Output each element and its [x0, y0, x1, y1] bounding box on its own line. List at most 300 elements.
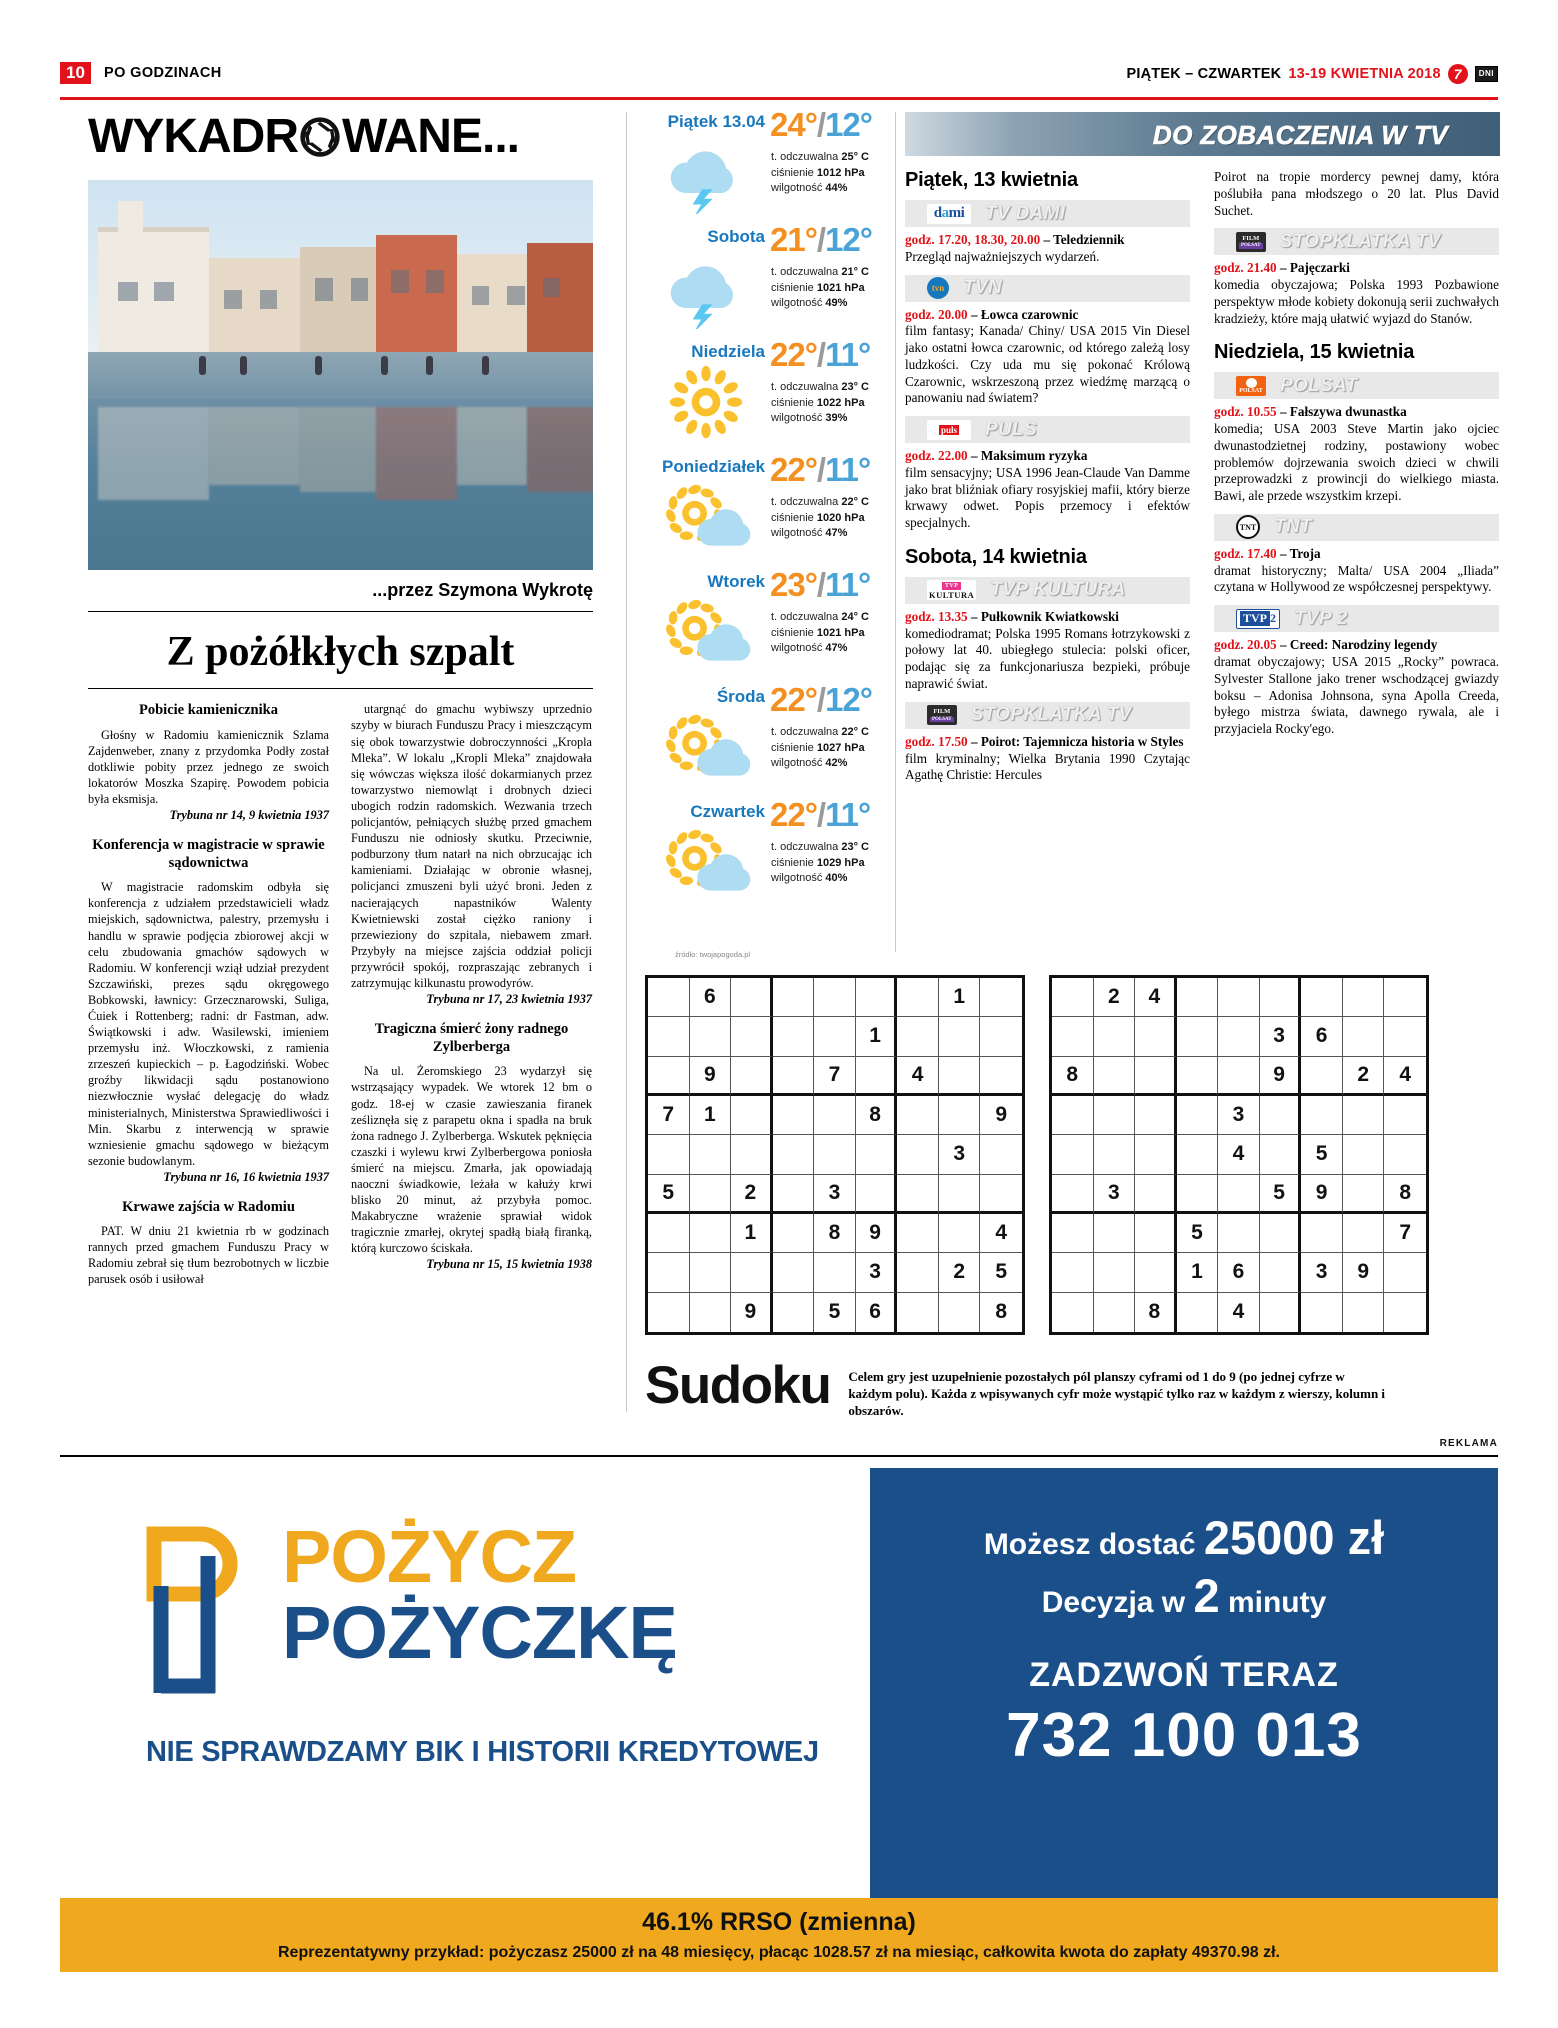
sudoku-cell[interactable] — [1052, 1253, 1094, 1292]
tv-program-title: – Creed: Narodziny legendy — [1276, 637, 1438, 653]
sudoku-cell[interactable]: 8 — [1135, 1293, 1177, 1332]
tv-channel-bar — [1214, 372, 1499, 399]
feature-title-part-b: WANE... — [341, 110, 519, 163]
weather-pressure: 1021 hPa — [816, 626, 865, 639]
sudoku-cell[interactable] — [897, 1135, 939, 1174]
tv-program-time: godz. 17.50 — [905, 733, 968, 749]
sudoku-cell[interactable]: 4 — [1384, 1057, 1426, 1096]
sudoku-grid-1[interactable] — [645, 975, 1025, 1335]
sudoku-cell[interactable] — [731, 1057, 773, 1096]
sudoku-cell[interactable] — [690, 1214, 732, 1253]
sudoku-cell[interactable] — [1177, 1135, 1219, 1174]
article-body: W magistracie radomskim odbyła się konferencja z udziałem przedstawicieli władz miejskich, sądownictwa, palestry, przemysłu i handlu w sprawie podjęcia zbiorowej akcji w celu zbudowania gmachów sądowych w Radomiu. W konferencji wziął udział prezydent Szczawiński, prezes sądu okręgowego Bobkowski, ławnicy: Grzecznarowski, Suliga, Ćuiek i Rottenberg; radni: dr Fastman, adw. Świątkowski i adw. Wasilewski, imieniem przemysłu inż. Włoczkowski, z ramienia zrzeszeń kupieckich – p. Łagodziński. Wobec groźby likwidacji sądu postanowiono niezwłocznie wysłać delegację do władz ministerialnych, Ministerstwa Sprawiedliwości i Min. Skarbu z interwencją w sprawie wzniesienie gmachu sądowego w bieżącym sezonie budowlanym. — [88, 880, 329, 1168]
sudoku-cell[interactable] — [1343, 1096, 1385, 1135]
sudoku-cell[interactable] — [773, 1293, 815, 1332]
tv-channel-name: TVN — [963, 277, 1002, 299]
sudoku-cell[interactable] — [1135, 1253, 1177, 1292]
sudoku-cell[interactable] — [1094, 1057, 1136, 1096]
sudoku-cell[interactable] — [690, 1175, 732, 1214]
tv-channel-bar — [1214, 605, 1499, 632]
tv-channel-bar — [905, 577, 1190, 604]
sudoku-cell[interactable] — [856, 1057, 898, 1096]
photo-building — [209, 258, 300, 352]
sudoku-cell[interactable]: 3 — [1301, 1253, 1343, 1292]
sudoku-cell[interactable] — [1260, 1293, 1302, 1332]
temp-separator: / — [816, 221, 826, 258]
tv-channel-name: TVP 2 — [1294, 607, 1348, 629]
sudoku-cell[interactable] — [1301, 1214, 1343, 1253]
weather-humidity: 40% — [825, 872, 848, 885]
sudoku-cell[interactable]: 3 — [1218, 1096, 1260, 1135]
sudoku-cell[interactable]: 3 — [814, 1175, 856, 1214]
tv-program-title: – Pajęczarki — [1276, 260, 1350, 276]
sudoku-cell[interactable] — [814, 1253, 856, 1292]
sudoku-cell[interactable] — [1384, 1293, 1426, 1332]
sudoku-cell[interactable] — [1218, 978, 1260, 1017]
sudoku-cell[interactable] — [1177, 1096, 1219, 1135]
tv-program-description: komedia; USA 2003 Steve Martin jako ojciec dwunastodzietnej rodziny, postawiony wobec problemów dojrzewania swoich dzieci w chwili przeprowadzki z prowincji do wielkiego miasta. Bawi, ale przede wszystkim krzepi. — [1214, 421, 1499, 504]
weather-day-name: Środa — [716, 687, 765, 706]
article-source: Trybuna nr 16, 16 kwietnia 1937 — [163, 1169, 329, 1184]
sudoku-cell[interactable] — [980, 1057, 1022, 1096]
sudoku-cell[interactable] — [690, 1135, 732, 1174]
sudoku-cell[interactable] — [814, 1096, 856, 1135]
sudoku-cell[interactable]: 7 — [814, 1057, 856, 1096]
sudoku-cell[interactable]: 1 — [690, 1096, 732, 1135]
sudoku-cell[interactable]: 5 — [1260, 1175, 1302, 1214]
sudoku-cell[interactable] — [1052, 1135, 1094, 1174]
tv-channel-bar — [905, 200, 1190, 227]
sudoku-cell[interactable] — [648, 1214, 690, 1253]
sudoku-cell[interactable] — [814, 1135, 856, 1174]
sudoku-cell[interactable] — [773, 978, 815, 1017]
weather-temperature — [770, 106, 872, 144]
tv-program-title: – Teledziennik — [1040, 232, 1125, 247]
sudoku-cell[interactable]: 4 — [1135, 978, 1177, 1017]
weather-details: t. odczuwalna 23° C ciśnienie 1029 hPa wilgotność 40% — [771, 841, 869, 885]
sudoku-cell[interactable] — [1177, 978, 1219, 1017]
weather-pressure: 1021 hPa — [816, 281, 865, 294]
sudoku-cell[interactable] — [1094, 1135, 1136, 1174]
sudoku-cell[interactable] — [856, 1175, 898, 1214]
weather-day-4 — [640, 451, 895, 572]
sudoku-cell[interactable] — [1218, 1214, 1260, 1253]
sudoku-cell[interactable] — [1260, 1096, 1302, 1135]
temp-separator: / — [816, 566, 826, 603]
weather-temperature — [770, 566, 870, 604]
aperture-icon — [299, 116, 341, 158]
sudoku-cell[interactable] — [1301, 1096, 1343, 1135]
photo-window — [543, 278, 561, 298]
article-source: Trybuna nr 15, 15 kwietnia 1938 — [426, 1257, 592, 1272]
sudoku-cell[interactable] — [773, 1017, 815, 1056]
sudoku-cell[interactable] — [897, 1175, 939, 1214]
sudoku-cell[interactable]: 3 — [856, 1253, 898, 1292]
temp-high: 22° — [770, 796, 817, 833]
weather-temperature — [770, 796, 870, 834]
sudoku-cell[interactable]: 5 — [648, 1175, 690, 1214]
temp-high: 22° — [770, 451, 817, 488]
weather-day-1 — [640, 106, 895, 227]
sudoku-cell[interactable]: 7 — [1384, 1214, 1426, 1253]
sudoku-cell[interactable]: 2 — [1094, 978, 1136, 1017]
sudoku-cell[interactable] — [1052, 1293, 1094, 1332]
sudoku-cell[interactable]: 9 — [856, 1214, 898, 1253]
sudoku-cell[interactable] — [1177, 1057, 1219, 1096]
tv-program — [1214, 637, 1499, 738]
photo-person — [240, 356, 247, 375]
sudoku-cell[interactable]: 1 — [731, 1214, 773, 1253]
sudoku-cell[interactable] — [1260, 978, 1302, 1017]
sudoku-cell[interactable] — [939, 1175, 981, 1214]
sudoku-cell[interactable] — [980, 1017, 1022, 1056]
sudoku-cell[interactable] — [1343, 978, 1385, 1017]
stopklatka-logo-icon: FILM POLSAT — [927, 705, 957, 725]
sudoku-cell[interactable] — [1094, 1017, 1136, 1056]
weather-pressure: 1029 hPa — [816, 856, 865, 869]
tv-banner — [905, 112, 1500, 156]
sudoku-cell[interactable] — [897, 1214, 939, 1253]
sudoku-cell[interactable] — [1052, 1175, 1094, 1214]
temp-low: 11° — [825, 336, 871, 373]
sudoku-cell[interactable]: 6 — [1301, 1017, 1343, 1056]
sudoku-cell[interactable] — [1260, 1253, 1302, 1292]
article-body: utargnąć do gmachu wybiwszy uprzednio szyby w biurach Funduszu Pracy i mieszczącym się obok towarzystwie dobroczynności „Kropla Mleka”. W lokalu „Kropli Mleka” znajdowała się wówczas większa ilość dokarmianych przez towarzystwo niemowląt i drobnych dzieci ubogich rodzin radomskich. Wezwania trzech policjantów, pełniących służbę przed gmachem Funduszu nie odniosły skutku. Przeciwnie, podburzony tłum natarł na nich obrzucając ich kamieniami. Działając w obronie własnej, policjanci zmuszeni byli użyć broni. Jeden z nacierających napastników Walenty Kwietniewski został ciężko raniony i przewieziony do szpitala, niebawem zmarł. Przybyły na miejsce zajścia oddział policji przywrócił spokój, rozpraszając zebranych i zatrzymując kilkunastu prowodyrów. — [351, 702, 592, 990]
photo-window — [472, 286, 490, 306]
temp-low: 12° — [825, 221, 872, 258]
weather-pressure: 1027 hPa — [816, 741, 865, 754]
weather-pressure: 1022 hPa — [816, 396, 865, 409]
sudoku-cell[interactable] — [897, 1293, 939, 1332]
tv-channel-name: PULS — [985, 418, 1037, 440]
ad-offer-amount: 25000 zł — [1203, 1511, 1385, 1564]
weather-humidity: 47% — [825, 527, 848, 540]
ad-phone-number[interactable]: 732 100 013 — [1006, 1701, 1362, 1770]
tv-program — [1214, 404, 1499, 505]
sudoku-grid-2[interactable] — [1049, 975, 1429, 1335]
storm-cloud-icon — [658, 249, 754, 329]
sudoku-cell[interactable] — [690, 1017, 732, 1056]
sudoku-cell[interactable] — [731, 1017, 773, 1056]
sudoku-cell[interactable]: 1 — [939, 978, 981, 1017]
sudoku-cell[interactable]: 9 — [980, 1096, 1022, 1135]
sudoku-cell[interactable]: 6 — [856, 1293, 898, 1332]
sudoku-cell[interactable] — [648, 1057, 690, 1096]
sudoku-cell[interactable] — [939, 1214, 981, 1253]
tv-program-time: godz. 20.00 — [905, 306, 968, 322]
sudoku-cell[interactable]: 3 — [939, 1135, 981, 1174]
sudoku-cell[interactable] — [1384, 1253, 1426, 1292]
sudoku-cell[interactable]: 8 — [1052, 1057, 1094, 1096]
sudoku-cell[interactable] — [731, 1096, 773, 1135]
sudoku-cell[interactable] — [1177, 1017, 1219, 1056]
photo-window — [154, 282, 174, 302]
weather-feels: 23° C — [841, 381, 869, 393]
sudoku-cell[interactable] — [980, 978, 1022, 1017]
sudoku-cell[interactable]: 9 — [1260, 1057, 1302, 1096]
article-body: PAT. W dniu 21 kwietnia rb w godzinach rannych przed gmachem Funduszu Pracy w Radomiu zebrał się tłum bezrobotnych w liczbie parusek osób i usiłował — [88, 1224, 329, 1287]
tv-program — [905, 307, 1190, 408]
sudoku-cell[interactable] — [1052, 1096, 1094, 1135]
weather-day-name: Sobota — [707, 227, 765, 246]
sudoku-cell[interactable] — [648, 1135, 690, 1174]
weather-details: t. odczuwalna 22° C ciśnienie 1027 hPa wilgotność 42% — [771, 726, 869, 770]
sudoku-cell[interactable]: 9 — [1301, 1175, 1343, 1214]
storm-cloud-icon — [658, 134, 754, 214]
sudoku-cell[interactable] — [1135, 1057, 1177, 1096]
sudoku-cell[interactable] — [648, 1017, 690, 1056]
header-date-range: 13-19 KWIETNIA 2018 — [1288, 66, 1441, 82]
sudoku-cell[interactable]: 2 — [731, 1175, 773, 1214]
sudoku-cell[interactable] — [1384, 978, 1426, 1017]
advertisement[interactable] — [60, 1468, 1498, 1898]
sudoku-cell[interactable]: 8 — [814, 1214, 856, 1253]
divider — [88, 688, 593, 689]
sudoku-cell[interactable] — [1343, 1017, 1385, 1056]
photo-reflection — [300, 407, 376, 493]
sudoku-cell[interactable] — [980, 1135, 1022, 1174]
weather-day-7 — [640, 796, 895, 917]
ad-cta-text: ZADZWOŃ TERAZ — [1029, 1656, 1339, 1694]
szpalt-columns — [88, 701, 593, 1287]
tv-banner-title: DO ZOBACZENIA W TV — [1152, 120, 1448, 150]
tv-program-title: – Pułkownik Kwiatkowski — [967, 608, 1119, 624]
photo-reflection — [209, 407, 300, 485]
sudoku-cell[interactable] — [897, 1017, 939, 1056]
tv-program — [1214, 546, 1499, 596]
sudoku-cell[interactable] — [897, 978, 939, 1017]
sudoku-cell[interactable] — [773, 1214, 815, 1253]
sudoku-cell[interactable] — [1301, 1293, 1343, 1332]
sun-cloud-icon — [658, 479, 754, 559]
sudoku-cell[interactable] — [1384, 1135, 1426, 1174]
temp-high: 22° — [770, 681, 817, 718]
weather-source: źródło: twojapogoda.pl — [675, 950, 751, 959]
sudoku-cell[interactable] — [773, 1253, 815, 1292]
sudoku-cell[interactable]: 5 — [980, 1253, 1022, 1292]
tv-program-time: godz. 13.35 — [905, 608, 968, 624]
sudoku-cell[interactable] — [1343, 1135, 1385, 1174]
weather-day-name: Wtorek — [707, 572, 765, 591]
sudoku-cell[interactable] — [1343, 1175, 1385, 1214]
sudoku-cell[interactable] — [1343, 1214, 1385, 1253]
weather-feels: 25° C — [841, 151, 869, 163]
photo-window — [315, 278, 333, 301]
sudoku-cell[interactable] — [939, 1057, 981, 1096]
tv-column-right — [1214, 169, 1499, 793]
sudoku-cell[interactable]: 1 — [856, 1017, 898, 1056]
photo-person — [426, 356, 433, 375]
sudoku-cell[interactable] — [648, 1253, 690, 1292]
sudoku-cell[interactable] — [814, 978, 856, 1017]
tv-day-heading: Piątek, 13 kwietnia — [905, 169, 1078, 191]
sudoku-cell[interactable]: 9 — [1343, 1253, 1385, 1292]
header-date-prefix: PIĄTEK – CZWARTEK — [1126, 66, 1282, 82]
sudoku-cell[interactable] — [773, 1135, 815, 1174]
tv-column-left — [905, 169, 1190, 793]
tvn-logo-icon: tvn — [927, 277, 949, 299]
tv-program-time: godz. 20.05 — [1214, 637, 1277, 653]
sudoku-cell[interactable] — [773, 1175, 815, 1214]
sudoku-cell[interactable] — [1135, 1096, 1177, 1135]
sudoku-cell[interactable] — [814, 1017, 856, 1056]
column-divider — [895, 112, 896, 952]
tv-channel-bar — [1214, 514, 1499, 541]
reklama-label: REKLAMA — [1439, 1438, 1498, 1449]
sudoku-cell[interactable] — [1135, 1175, 1177, 1214]
sudoku-cell[interactable] — [1260, 1214, 1302, 1253]
tv-program-time: godz. 22.00 — [905, 448, 968, 464]
photo-reflection — [457, 407, 528, 485]
sudoku-cell[interactable]: 8 — [995, 1300, 1008, 1324]
sudoku-cell[interactable] — [939, 1096, 981, 1135]
sudoku-cell[interactable] — [1094, 1253, 1136, 1292]
weather-feels: 22° C — [841, 726, 869, 738]
sudoku-cell[interactable]: 7 — [648, 1096, 690, 1135]
tv-channel-name: TNT — [1274, 516, 1312, 538]
sun-cloud-icon — [658, 709, 754, 789]
sudoku-cell[interactable] — [690, 1293, 732, 1332]
ad-rrso: 46.1% RRSO (zmienna) — [642, 1908, 916, 1936]
sudoku-cell[interactable]: 9 — [731, 1293, 773, 1332]
sudoku-cell[interactable] — [939, 1293, 981, 1332]
sudoku-cell[interactable]: 3 — [1260, 1017, 1302, 1056]
sudoku-cell[interactable] — [1218, 1057, 1260, 1096]
sudoku-cell[interactable] — [1384, 1096, 1426, 1135]
sudoku-cell[interactable] — [1260, 1135, 1302, 1174]
sudoku-cell[interactable] — [1218, 1175, 1260, 1214]
sudoku-cell[interactable] — [648, 978, 690, 1017]
sudoku-cell[interactable]: 4 — [897, 1057, 939, 1096]
sudoku-cell[interactable]: 4 — [1218, 1135, 1260, 1174]
temp-low: 11° — [825, 796, 871, 833]
sudoku-cell[interactable]: 8 — [1384, 1175, 1426, 1214]
sudoku-cell[interactable] — [1135, 1214, 1177, 1253]
weather-day-3 — [640, 336, 895, 457]
sudoku-cell[interactable] — [856, 1135, 898, 1174]
tv-program-title: – Fałszywa dwunastka — [1276, 404, 1407, 420]
temp-low: 12° — [825, 681, 872, 718]
weather-day-6 — [640, 681, 895, 802]
article-source: Trybuna nr 17, 23 kwietnia 1937 — [426, 992, 592, 1007]
tv-program-description: Przegląd najważniejszych wydarzeń. — [905, 248, 1100, 264]
szpalt-column-right — [351, 701, 592, 1287]
sudoku-cell[interactable] — [1177, 1175, 1219, 1214]
photo-window — [260, 290, 278, 310]
sudoku-cell[interactable] — [1343, 1293, 1385, 1332]
tv-program-time: godz. 17.20, 18.30, 20.00 — [905, 232, 1041, 247]
sudoku-cell[interactable]: 5 — [1177, 1214, 1219, 1253]
ad-footer — [60, 1898, 1498, 1972]
sudoku-cell[interactable] — [731, 978, 773, 1017]
sudoku-cell[interactable]: 1 — [1177, 1253, 1219, 1292]
reklama-rule — [60, 1455, 1498, 1457]
tv-program-description: dramat obyczajowy; USA 2015 „Rocky” powraca. Sylvester Stallone jako trener wschodzącej gwiazdy boksu – Adonisa Johnsona, syna Apolla Creeda, byłego mistrza świata, dawnego rywala, ale i przyjaciela Rocky'ego. — [1214, 654, 1499, 737]
sudoku-cell[interactable] — [980, 1175, 1022, 1214]
tv-program-title: – Maksimum ryzyka — [967, 448, 1088, 464]
weather-humidity: 47% — [825, 642, 848, 655]
sudoku-cell[interactable] — [1052, 1017, 1094, 1056]
sudoku-cell[interactable] — [690, 1253, 732, 1292]
weather-panel — [640, 106, 895, 917]
sudoku-cell[interactable] — [1135, 1017, 1177, 1056]
dni-logo-icon: DNI — [1475, 66, 1498, 82]
tv-channel-bar — [905, 275, 1190, 302]
tv-channel-bar — [1214, 228, 1499, 255]
sudoku-cell[interactable] — [1301, 1057, 1343, 1096]
sudoku-cell[interactable] — [939, 1017, 981, 1056]
tv-day-heading: Sobota, 14 kwietnia — [905, 545, 1087, 568]
tv-program-description: komedia obyczajowa; Polska 1993 Pozbawione perspektyw młode kobiety dokonują serii zuchwałych kradzieży, które mają ułatwić wyjazd do Stanów. — [1214, 277, 1499, 326]
sudoku-cell[interactable] — [1177, 1293, 1219, 1332]
sudoku-cell[interactable]: 5 — [814, 1293, 856, 1332]
tv-channel-bar — [905, 702, 1190, 729]
sudoku-cell[interactable]: 2 — [939, 1253, 981, 1292]
tv-program-time: godz. 17.40 — [1214, 545, 1277, 561]
sudoku-cell[interactable]: 6 — [690, 978, 732, 1017]
sudoku-cell[interactable] — [1135, 1135, 1177, 1174]
weather-humidity: 42% — [825, 757, 848, 770]
sudoku-cell[interactable] — [856, 978, 898, 1017]
sudoku-cell[interactable] — [1052, 1214, 1094, 1253]
weather-temperature — [770, 336, 870, 374]
lender-logo-icon — [146, 1526, 266, 1701]
sudoku-cell[interactable] — [648, 1293, 690, 1332]
sudoku-cell[interactable]: 4 — [980, 1214, 1022, 1253]
sudoku-cell[interactable] — [773, 1057, 815, 1096]
sudoku-cell[interactable] — [731, 1135, 773, 1174]
tv-program-description: film fantasy; Kanada/ Chiny/ USA 2015 Vin Diesel jako ostatni łowca czarownic, od którego zależą losy ludzkości. Czy uda mu się pokonać Królową Czarownic, wskrzeszoną przez wiedźmę marzącą o panowaniu nad światem? — [905, 323, 1190, 406]
sudoku-cell[interactable] — [1384, 1017, 1426, 1056]
tv-channel-name: POLSAT — [1280, 374, 1358, 396]
weather-day-5 — [640, 566, 895, 687]
temp-low: 11° — [825, 566, 871, 603]
sudoku-cell[interactable] — [1094, 1214, 1136, 1253]
weather-day-name: Piątek 13.04 — [667, 112, 765, 131]
photo-window — [351, 278, 369, 301]
sudoku-cell[interactable]: 4 — [1218, 1293, 1260, 1332]
tvp2-logo-icon: TVP 2 — [1236, 609, 1280, 629]
sudoku-cell[interactable]: 9 — [690, 1057, 732, 1096]
sudoku-cell[interactable] — [1094, 1293, 1136, 1332]
feature-byline: ...przez Szymona Wykrotę — [372, 580, 593, 601]
sudoku-cell[interactable] — [1218, 1017, 1260, 1056]
sudoku-cell[interactable] — [897, 1096, 939, 1135]
feature-title — [88, 112, 618, 162]
tv-program-description: Poirot na tropie mordercy pewnej damy, która poślubiła pana młodszego o 20 lat. Plus David Suchet. — [1214, 169, 1499, 218]
photo-person — [381, 356, 388, 375]
ad-right-panel — [870, 1468, 1498, 1898]
sudoku-cell[interactable] — [773, 1096, 815, 1135]
feature-photo — [88, 180, 593, 570]
sudoku-cell[interactable]: 6 — [1218, 1253, 1260, 1292]
sudoku-cell[interactable] — [1094, 1096, 1136, 1135]
sudoku-cell[interactable]: 3 — [1094, 1175, 1136, 1214]
sun-cloud-icon — [658, 824, 754, 904]
weather-humidity: 44% — [825, 182, 848, 195]
sudoku-cell[interactable]: 8 — [856, 1096, 898, 1135]
sudoku-cell[interactable] — [731, 1253, 773, 1292]
sudoku-cell[interactable] — [1052, 978, 1094, 1017]
sudoku-cell[interactable] — [1301, 978, 1343, 1017]
sudoku-cell[interactable] — [897, 1253, 939, 1292]
left-column — [88, 112, 618, 1287]
ad-example: Reprezentatywny przykład: pożyczasz 25000 zł na 48 miesięcy, płacąc 1028.57 zł na miesiąc, całkowita kwota do zapłaty 49370.98 zł. — [278, 1944, 1280, 1961]
sudoku-cell[interactable]: 5 — [1301, 1135, 1343, 1174]
weather-day-name: Czwartek — [690, 802, 765, 821]
sudoku-cell[interactable]: 2 — [1343, 1057, 1385, 1096]
photo-person — [199, 356, 206, 375]
